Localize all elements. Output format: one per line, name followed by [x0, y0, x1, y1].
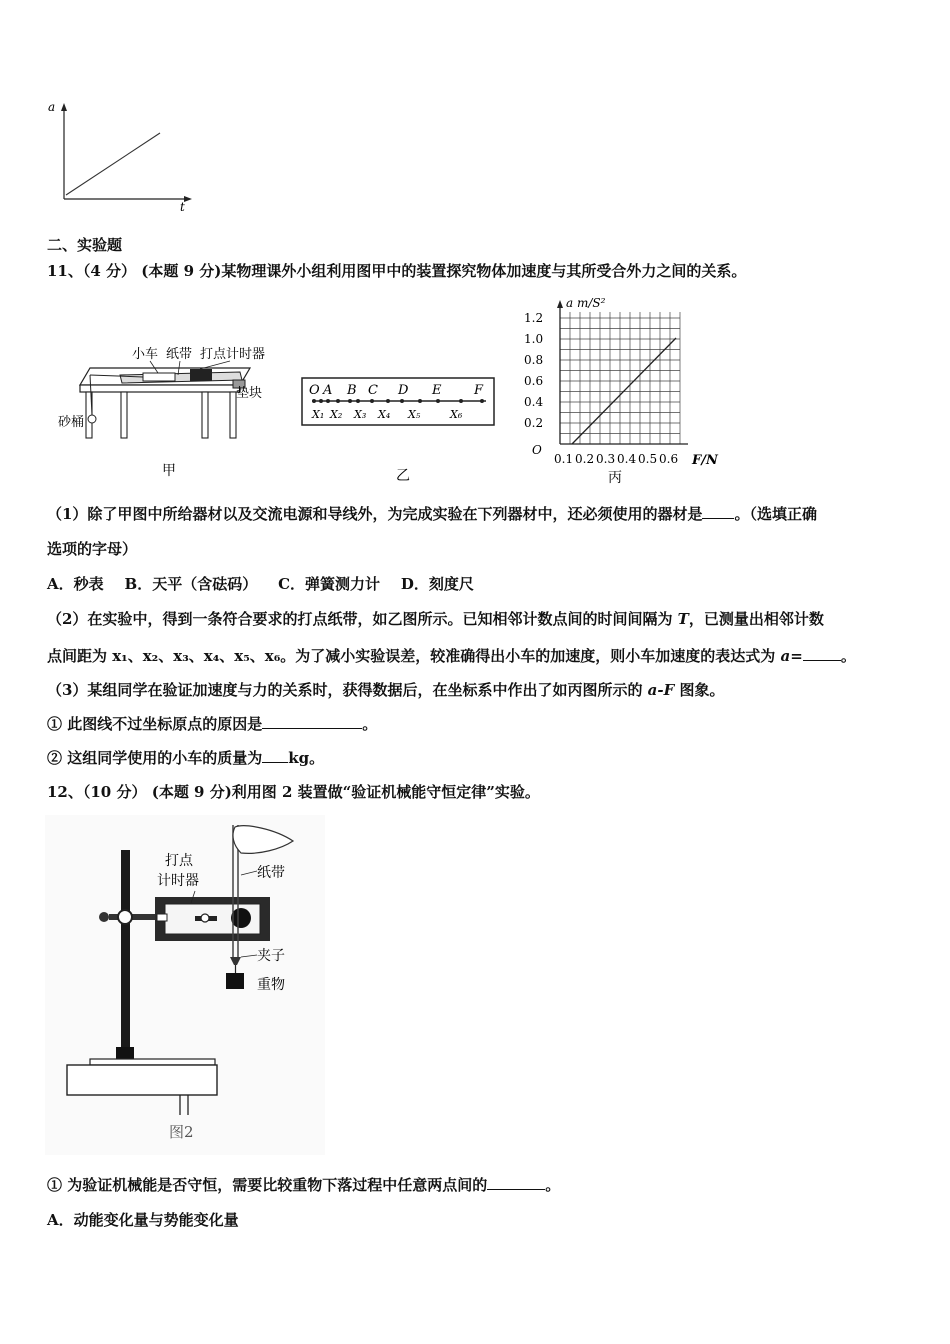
q12-number: 12、: [47, 783, 83, 801]
bing-xtick-0.4: 0.4: [617, 452, 637, 466]
label-block: 垫块: [236, 386, 263, 401]
q11-c2-unit: kg: [288, 749, 310, 767]
q11-p2-line1: [47, 608, 824, 630]
q12-optA: A．动能变化量与势能变化量: [47, 1211, 239, 1229]
q11-score: （4 分）: [82, 262, 137, 280]
q11-p2-text-a: （2）在实验中，得到一条符合要求的打点纸带，如乙图所示。已知相邻计数点间的时间间隔为: [47, 610, 678, 628]
tape-seg-x5: X₅: [408, 408, 421, 421]
q11-p2-text-c: 点间距为 x₁、x₂、x₃、x₄、x₅、x₆。为了减小实验误差，较准确得出小车的加速度，则小车加速度的表达式为: [47, 647, 781, 665]
figure-yi: [298, 375, 503, 490]
q11-c2-end: 。: [309, 749, 325, 767]
q11-p2-end: 。: [840, 647, 856, 665]
bing-y-label: a m/S²: [566, 296, 606, 310]
bing-ytick-0.8: 0.8: [524, 353, 544, 367]
a-t-graph: [40, 95, 200, 220]
figure-2: [45, 815, 325, 1155]
tape-seg-x2: X₂: [330, 408, 343, 421]
fig2-label-tape: 纸带: [257, 865, 285, 881]
tape-point-E: E: [432, 383, 442, 398]
q12-header: [47, 781, 540, 803]
q11-c1-end: 。: [362, 715, 378, 733]
q11-p2-text-b: ，已测量出相邻计数: [688, 610, 824, 628]
q12-c1-blank[interactable]: [487, 1174, 545, 1190]
q11-p3: [47, 679, 725, 701]
tape-point-A: A: [323, 383, 333, 398]
q11-p2-line2: [47, 645, 856, 667]
bing-ytick-0.4: 0.4: [524, 395, 544, 409]
q11-p3-text-b: 图象。: [674, 681, 725, 699]
caption-yi: 乙: [396, 468, 410, 484]
q11-p2-eq: =: [790, 647, 803, 665]
q11-stem: 某物理课外小组利用图甲中的装置探究物体加速度与其所受合外力之间的关系。: [221, 262, 747, 280]
fig2-label-timer-2: 计时器: [157, 873, 199, 889]
bing-xtick-0.1: 0.1: [554, 452, 574, 466]
q11-p2-a: a: [780, 647, 791, 665]
label-tape: 纸带: [166, 347, 193, 362]
q11-c1-blank[interactable]: [262, 713, 362, 729]
tape-point-B: B: [347, 383, 357, 398]
tape-point-C: C: [368, 383, 378, 398]
tape-seg-x1: X₁: [312, 408, 325, 421]
q12-tag: (本题 9 分): [151, 783, 232, 801]
q11-header: [47, 260, 746, 282]
label-cart: 小车: [132, 347, 159, 362]
fig2-label-clip: 夹子: [257, 948, 285, 964]
label-bucket: 砂桶: [58, 415, 85, 430]
section-title: 二、实验题: [47, 236, 123, 254]
q11-p1-blank[interactable]: [702, 503, 734, 519]
bing-xtick-0.6: 0.6: [659, 452, 679, 466]
label-timer: 打点计时器: [200, 347, 266, 362]
bing-ytick-1.2: 1.2: [524, 311, 544, 325]
q11-c2-text: ② 这组同学使用的小车的质量为: [47, 749, 263, 767]
q11-options: A．秒表 B．天平（含砝码） C．弹簧测力计 D．刻度尺: [47, 575, 474, 593]
q11-p1: [47, 503, 817, 525]
q11-p2-blank[interactable]: [803, 645, 841, 661]
tape-seg-x6: X₆: [450, 408, 463, 421]
figure-bing: [512, 292, 732, 490]
q11-c1-text: ① 此图线不过坐标原点的原因是: [47, 715, 263, 733]
q11-p3-aF: a-F: [647, 681, 675, 699]
fig2-label-weight: 重物: [257, 977, 285, 993]
tape-point-O: O: [309, 383, 320, 398]
tape-seg-x4: X₄: [378, 408, 391, 421]
bing-xtick-0.2: 0.2: [575, 452, 595, 466]
fig2-caption: 图2: [169, 1123, 194, 1141]
a-axis-label: a: [48, 100, 56, 114]
bing-x-label: F/N: [692, 453, 718, 468]
q12-c1-end: 。: [545, 1176, 561, 1194]
caption-jia: 甲: [162, 463, 176, 479]
q12-c1: [47, 1174, 560, 1196]
bing-xtick-0.5: 0.5: [638, 452, 658, 466]
fig2-label-timer-1: 打点: [165, 853, 193, 869]
q11-p2-T: T: [677, 610, 689, 628]
q12-stem: 利用图 2 装置做“验证机械能守恒定律”实验。: [231, 783, 540, 801]
tape-point-D: D: [398, 383, 409, 398]
q11-number: 11、: [47, 262, 83, 280]
caption-bing: 丙: [608, 470, 622, 486]
q11-p1-tail: 。（选填正确: [734, 505, 817, 523]
t-axis-label: t: [180, 200, 185, 214]
bing-ytick-1.0: 1.0: [524, 332, 544, 346]
q11-p3-text-a: （3）某组同学在验证加速度与力的关系时，获得数据后，在坐标系中作出了如丙图所示的: [47, 681, 648, 699]
q12-c1-text: ① 为验证机械能是否守恒，需要比较重物下落过程中任意两点间的: [47, 1176, 488, 1194]
tape-seg-x3: X₃: [354, 408, 367, 421]
q11-c2-blank[interactable]: [262, 747, 288, 763]
bing-ytick-0.6: 0.6: [524, 374, 544, 388]
tape-point-F: F: [474, 383, 484, 398]
bing-xtick-0.3: 0.3: [596, 452, 616, 466]
q12-score: （10 分）: [82, 783, 147, 801]
q11-c1: [47, 713, 377, 735]
af-line: [572, 338, 676, 444]
q11-tag: (本题 9 分): [141, 262, 222, 280]
bing-ytick-0.2: 0.2: [524, 416, 544, 430]
q11-p1-line2: 选项的字母）: [47, 540, 138, 558]
q11-p1-text: （1）除了甲图中所给器材以及交流电源和导线外，为完成实验在下列器材中，还必须使用的器材是: [47, 505, 703, 523]
bing-origin: O: [532, 443, 542, 457]
figure-jia: [50, 335, 295, 485]
q11-c2: [47, 747, 324, 769]
